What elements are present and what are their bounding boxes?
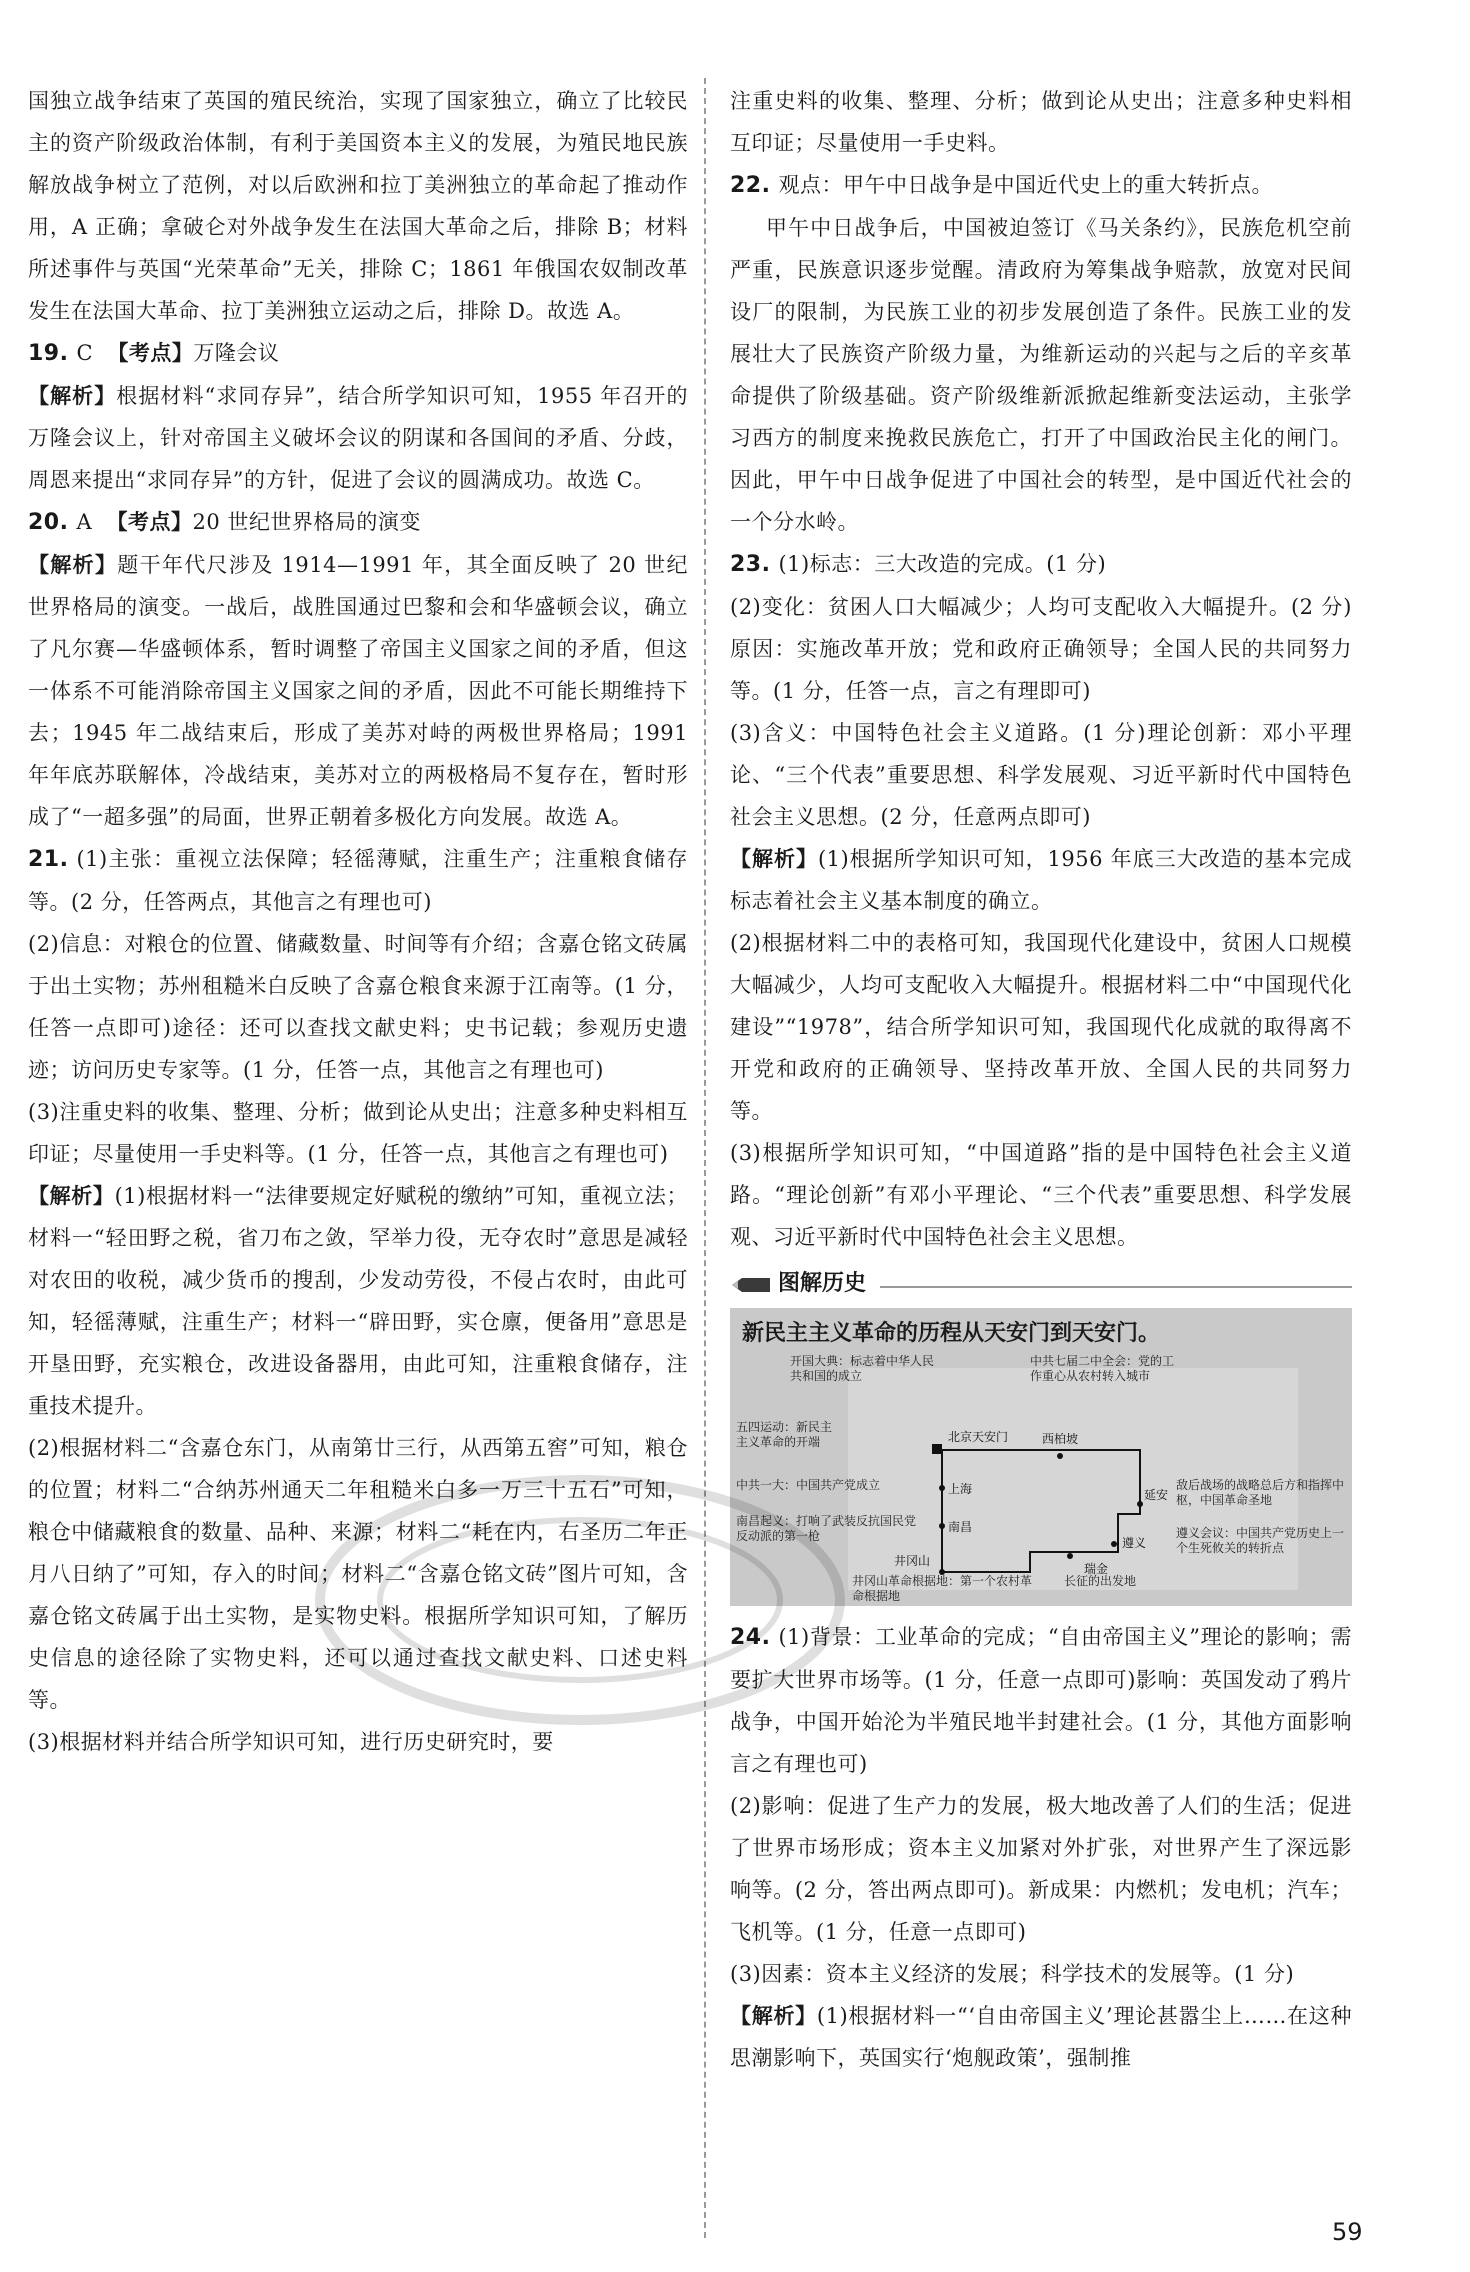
page-number: 59 [1332,2218,1363,2246]
node-xibaipo: 西柏坡 [1042,1432,1079,1446]
q23-answer-2: (2)变化：贫困人口大幅减少；人均可支配收入大幅提升。(2 分)原因：实施改革开放；党和政府正确领导；全国人民的共同努力等。(1 分，任答一点，言之有理即可) [730,595,1352,703]
q21-jiexi-label: 【解析】 [28,1184,115,1208]
q24-jiexi-label: 【解析】 [730,2004,817,2028]
q20-answer: A [76,510,93,534]
q19-answer: C [76,341,94,365]
diagram-title: 新民主主义革命的历程从天安门到天安门。 [742,1321,1161,1346]
left-column [28,80,688,1763]
q23-analysis-2: (2)根据材料二中的表格可知，我国现代化建设中，贫困人口规模大幅减少，人均可支配收入大幅提升。根据材料二中“中国现代化建设”“1978”，结合所学知识可知，我国现代化成就的取得离不开党和政府的正确领导、坚持改革开放、全国人民的共同努力等。 [730,931,1352,1123]
right-column [730,80,1352,2079]
label-yanan-note: 敌后战场的战略总后方和指挥中枢，中国革命圣地 [1176,1478,1345,1507]
q23-jiexi-label: 【解析】 [730,847,818,871]
label-zhonggongyida: 中共一大：中国共产党成立 [736,1478,881,1492]
q21-number: 21. [28,847,69,872]
node-yanan: 延安 [1144,1488,1169,1502]
q20-jiexi-text: 题干年代尺涉及 1914—1991 年，其全面反映了 20 世纪世界格局的演变。一战后，战胜国通过巴黎和会和华盛顿会议，确立了凡尔赛—华盛顿体系，暂时调整了帝国主义国家之间的矛盾，但这一体系不可能消除帝国主义国家之间的矛盾，因此不可能长期维持下去；1945 年二战结束后，形成了美苏对峙的两极世界格局；1991 年年底苏联解体，冷战结束，美苏对立的两极格局不复存在，暂时形成了“一超多强”的局面，世界正朝着多极化方向发展。故选 A。 [28,553,688,829]
q18-continuation: 国独立战争结束了英国的殖民统治，实现了国家独立，确立了比较民主的资产阶级政治体制，有利于美国资本主义的发展，为殖民地民族解放战争树立了范例，对以后欧洲和拉丁美洲独立的革命起了推动作用，A 正确；拿破仑对外战争发生在法国大革命之后，排除 B；材料所述事件与英国“光荣革命”无关，排除 C；1861 年俄国农奴制改革发生在法国大革命、拉丁美洲独立运动之后，排除 D。故选 A。 [28,89,688,323]
q19-analysis [28,375,688,501]
q23-number: 23. [730,552,771,577]
pencil-icon [730,1274,774,1296]
q24-answer-2: (2)影响：促进了生产力的发展，极大地改善了人们的生活；促进了世界市场形成；资本主义加紧对外扩张，对世界产生了深远影响等。(2 分，答出两点即可)。新成果：内燃机；发电机；汽车；飞机等。(1 分，任意一点即可) [730,1794,1352,1944]
label-nanchang: 南昌起义：打响了武装反抗国民党反动派的第一枪 [736,1514,917,1543]
q23-analysis-1 [730,838,1352,922]
revolution-route-diagram [730,1308,1352,1606]
q24-a1-text: (1)背景：工业革命的完成；“自由帝国主义”理论的影响；需要扩大世界市场等。(1 分，任意一点即可)影响：英国发动了鸦片战争，中国开始沦为半殖民地半封建社会。(1 分，其他方面影响言之有理也可) [730,1625,1352,1776]
node-nanchang: 南昌 [948,1520,973,1534]
label-ruijin-note: 长征的出发地 [1064,1574,1137,1588]
label-qijie: 中共七届二中全会：党的工作重心从农村转入城市 [1030,1354,1175,1383]
q21-analysis-1 [28,1175,688,1427]
q19-jiexi-label: 【解析】 [28,384,117,408]
route-map-lines [730,1308,1352,1606]
q20-analysis [28,544,688,838]
q20-kaodian-label: 【考点】 [106,510,193,534]
q21-continuation: 注重史料的收集、整理、分析；做到论从史出；注意多种史料相互印证；尽量使用一手史料。 [730,89,1352,155]
label-zunyi-note: 遵义会议：中国共产党历史上一个生死攸关的转折点 [1176,1526,1345,1555]
q19-kaodian-label: 【考点】 [107,341,194,365]
label-wusi: 五四运动：新民主主义革命的开端 [736,1420,833,1449]
q22-number: 22. [730,173,771,198]
q24-answer-3: (3)因素：资本主义经济的发展；科学技术的发展等。(1 分) [730,1962,1295,1986]
q23-a1-text: (1)标志：三大改造的完成。(1 分) [778,552,1107,576]
q22-view-text: 观点：甲午中日战争是中国近代史上的重大转折点。 [778,173,1273,197]
q24-answer-1 [730,1616,1352,1785]
node-jinggangshan: 井冈山 [894,1554,931,1568]
q21-a1-text: (1)主张：重视立法保障；轻徭薄赋，注重生产；注重粮食储存等。(2 分，任答两点，其他言之有理也可) [28,847,688,914]
node-beijing: 北京天安门 [948,1430,1009,1444]
q21-answer-2: (2)信息：对粮仓的位置、储藏数量、时间等有介绍；含嘉仓铭文砖属于出土实物；苏州租糙米白反映了含嘉仓粮食来源于江南等。(1 分，任答一点即可)途径：还可以查找文献史料；史书记载；参观历史遗迹；访问历史专家等。(1 分，任答一点，其他言之有理也可) [28,932,688,1082]
q22-view [730,164,1352,207]
q21-analysis-3: (3)根据材料并结合所学知识可知，进行历史研究时，要 [28,1730,554,1754]
q19-heading [28,332,688,375]
q24-number: 24. [730,1625,771,1650]
label-kaiguo: 开国大典：标志着中华人民共和国的成立 [790,1354,935,1383]
tujie-section-header [730,1264,1352,1304]
q21-analysis-2: (2)根据材料二“含嘉仓东门，从南第廿三行，从西第五窖”可知，粮仓的位置；材料二“合纳苏州通天二年租糙米白多一万三十五石”可知，粮仓中储藏粮食的数量、品种、来源；材料二“耗在内，右圣历二年正月八日纳了”可知，存入的时间；材料二“含嘉仓铭文砖”图片可知，含嘉仓铭文砖属于出土实物，是实物史料。根据所学知识可知，了解历史信息的途径除了实物史料，还可以通过查找文献史料、口述史料等。 [28,1436,688,1712]
tujie-rule [880,1286,1352,1288]
q21-jx1-text: (1)根据材料一“法律要规定好赋税的缴纳”可知，重视立法；材料一“轻田野之税，省刀布之敛，罕举力役，无夺农时”意思是减轻对农田的收税，减少货币的搜刮，少发动劳役，不侵占农时，由此可知，轻徭薄赋，注重生产；材料一“辟田野，实仓廪，便备用”意思是开垦田野，充实粮仓，改进设备器用，由此可知，注重粮食储存，注重技术提升。 [28,1184,689,1418]
q22-body: 甲午中日战争后，中国被迫签订《马关条约》，民族危机空前严重，民族意识逐步觉醒。清政府为筹集战争赔款，放宽对民间设厂的限制，为民族工业的初步发展创造了条件。民族工业的发展壮大了民族资产阶级力量，为维新运动的兴起与之后的辛亥革命提供了阶级基础。资产阶级维新派掀起维新变法运动，主张学习西方的制度来挽救民族危亡，打开了中国政治民主化的闸门。因此，甲午中日战争促进了中国社会的转型，是中国近代社会的一个分水岭。 [730,216,1352,534]
label-jinggangshan-note: 井冈山革命根据地：第一个农村革命根据地 [852,1574,1033,1603]
q20-heading [28,501,688,544]
q21-answer-1 [28,838,688,923]
q23-jx1-text: (1)根据所学知识可知，1956 年底三大改造的基本完成标志着社会主义基本制度的确立。 [730,847,1353,913]
q24-analysis-1 [730,1995,1352,2079]
q20-jiexi-label: 【解析】 [28,553,118,577]
column-divider [704,78,706,2238]
node-shanghai: 上海 [948,1482,973,1496]
q20-number: 20. [28,510,69,535]
q21-answer-3: (3)注重史料的收集、整理、分析；做到论从史出；注意多种史料相互印证；尽量使用一手史料等。(1 分，任答一点，其他言之有理也可) [28,1100,688,1166]
q19-number: 19. [28,341,69,366]
node-ruijin: 瑞金 [1084,1562,1109,1576]
q19-kaodian-text: 万隆会议 [193,341,280,365]
tujie-title: 图解历史 [778,1271,867,1296]
q23-answer-1 [730,543,1352,586]
q20-kaodian-text: 20 世纪世界格局的演变 [192,510,421,534]
node-zunyi: 遵义 [1122,1536,1147,1550]
q23-analysis-3: (3)根据所学知识可知，“中国道路”指的是中国特色社会主义道路。“理论创新”有邓小平理论、“三个代表”重要思想、科学发展观、习近平新时代中国特色社会主义思想。 [730,1141,1352,1249]
q19-jiexi-text: 根据材料“求同存异”，结合所学知识可知，1955 年召开的万隆会议上，针对帝国主义破坏会议的阴谋和各国间的矛盾、分歧，周恩来提出“求同存异”的方针，促进了会议的圆满成功。故选 C。 [28,384,689,492]
q23-answer-3: (3)含义：中国特色社会主义道路。(1 分)理论创新：邓小平理论、“三个代表”重要思想、科学发展观、习近平新时代中国特色社会主义思想。(2 分，任意两点即可) [730,721,1352,829]
q24-jx1-text: (1)根据材料一“‘自由帝国主义’理论甚嚣尘上……在这种思潮影响下，英国实行‘炮舰政策’，强制推 [730,2004,1352,2070]
